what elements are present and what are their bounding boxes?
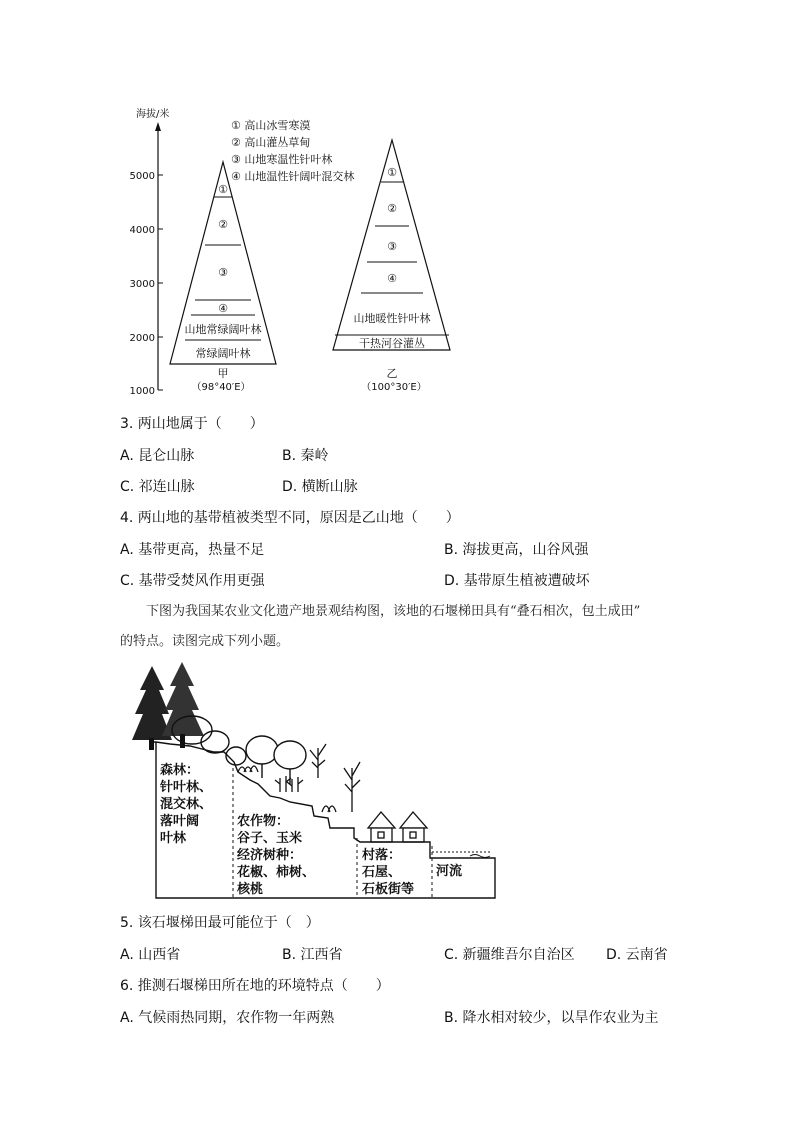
village-label-3: 石板街等 bbox=[362, 882, 415, 897]
question-3-stem: 3. 两山地属于（ ） bbox=[120, 416, 264, 432]
jia-zone-1: ① bbox=[218, 183, 228, 196]
crops-label-2: 谷子、玉米 bbox=[237, 831, 303, 846]
yi-zone-6: 干热河谷灌丛 bbox=[359, 337, 425, 350]
y-tick-2000: 2000 bbox=[130, 333, 155, 344]
question-6-stem: 6. 推测石堰梯田所在地的环境特点（ ） bbox=[120, 978, 390, 994]
question-3-option-a[interactable]: A. 昆仑山脉 bbox=[120, 448, 195, 464]
jia-zone-4: ④ bbox=[218, 302, 228, 315]
question-5-option-a[interactable]: A. 山西省 bbox=[120, 947, 181, 963]
question-4-option-c[interactable]: C. 基带受焚风作用更强 bbox=[120, 573, 265, 589]
jia-zone-2: ② bbox=[218, 218, 228, 231]
jia-zone-3: ③ bbox=[218, 266, 228, 279]
vegetation-zone-figure bbox=[130, 100, 470, 400]
forest-label-2: 针叶林、 bbox=[160, 780, 213, 795]
y-tick-3000: 3000 bbox=[130, 279, 155, 290]
question-6-option-b[interactable]: B. 降水相对较少，以旱作农业为主 bbox=[444, 1010, 659, 1026]
jia-zone-5: 山地常绿阔叶林 bbox=[184, 323, 262, 336]
legend-item-4: ④ 山地温性针阔叶混交林 bbox=[231, 170, 355, 183]
question-5-option-d[interactable]: D. 云南省 bbox=[606, 947, 668, 963]
question-5-option-c[interactable]: C. 新疆维吾尔自治区 bbox=[444, 947, 575, 963]
river-label: 河流 bbox=[436, 864, 463, 879]
yi-zone-1: ① bbox=[387, 166, 397, 179]
crops-label-1: 农作物： bbox=[237, 814, 290, 829]
question-4-option-d[interactable]: D. 基带原生植被遭破坏 bbox=[444, 573, 590, 589]
yi-zone-3: ③ bbox=[387, 240, 397, 253]
house-icon bbox=[368, 812, 427, 842]
y-axis-arrow bbox=[155, 122, 161, 131]
question-3-option-b[interactable]: B. 秦岭 bbox=[282, 448, 329, 464]
jia-longitude: （98°40′E） bbox=[191, 382, 251, 393]
yi-zone-2: ② bbox=[387, 202, 397, 215]
conifer-tree-icon bbox=[132, 662, 204, 750]
mountain-jia bbox=[170, 162, 276, 393]
river-wave bbox=[470, 855, 490, 858]
legend-item-3: ③ 山地寒温性针叶林 bbox=[231, 153, 333, 166]
intro-line-2: 的特点。读图完成下列小题。 bbox=[120, 634, 290, 649]
jia-name: 甲 bbox=[217, 367, 229, 380]
question-6-option-a[interactable]: A. 气候雨热同期，农作物一年两熟 bbox=[120, 1010, 335, 1026]
village-label-2: 石屋、 bbox=[362, 865, 402, 880]
landscape-structure-figure bbox=[130, 660, 502, 902]
jia-zone-6: 常绿阔叶林 bbox=[195, 347, 251, 360]
y-tick-1000: 1000 bbox=[130, 386, 155, 397]
question-5-option-b[interactable]: B. 江西省 bbox=[282, 947, 343, 963]
question-3-option-d[interactable]: D. 横断山脉 bbox=[282, 479, 358, 495]
yi-zone-4: ④ bbox=[387, 272, 397, 285]
y-tick-4000: 4000 bbox=[130, 225, 155, 236]
question-3-option-c[interactable]: C. 祁连山脉 bbox=[120, 479, 195, 495]
question-5-stem: 5. 该石堰梯田最可能位于（ ） bbox=[120, 915, 320, 931]
question-4-option-b[interactable]: B. 海拔更高，山谷风强 bbox=[444, 542, 589, 558]
forest-label-4: 落叶阔 bbox=[160, 814, 200, 829]
forest-label-5: 叶林 bbox=[160, 831, 187, 846]
crops-label-5: 核桃 bbox=[237, 882, 264, 897]
yi-longitude: （100°30′E） bbox=[361, 382, 427, 393]
crops-label-3: 经济树种： bbox=[237, 848, 303, 863]
forest-label-3: 混交林、 bbox=[160, 797, 213, 812]
y-axis-label: 海拔/米 bbox=[136, 109, 170, 120]
legend-item-1: ① 高山冰雪寒漠 bbox=[231, 119, 311, 132]
zone-legend bbox=[231, 118, 354, 183]
question-4-stem: 4. 两山地的基带植被类型不同，原因是乙山地（ ） bbox=[120, 510, 460, 526]
y-tick-5000: 5000 bbox=[130, 171, 155, 182]
question-4-option-a[interactable]: A. 基带更高，热量不足 bbox=[120, 542, 265, 558]
intro-line-1: 下图为我国某农业文化遗产地景观结构图，该地的石堰梯田具有“叠石相次，包土成田” bbox=[146, 604, 641, 619]
yi-name: 乙 bbox=[386, 367, 398, 380]
crops-label-4: 花椒、柿树、 bbox=[237, 865, 316, 880]
village-label-1: 村落： bbox=[362, 848, 402, 863]
forest-label-1: 森林： bbox=[160, 763, 200, 778]
yi-zone-5: 山地暖性针叶林 bbox=[353, 312, 431, 325]
legend-item-2: ② 高山灌丛草甸 bbox=[231, 136, 311, 149]
